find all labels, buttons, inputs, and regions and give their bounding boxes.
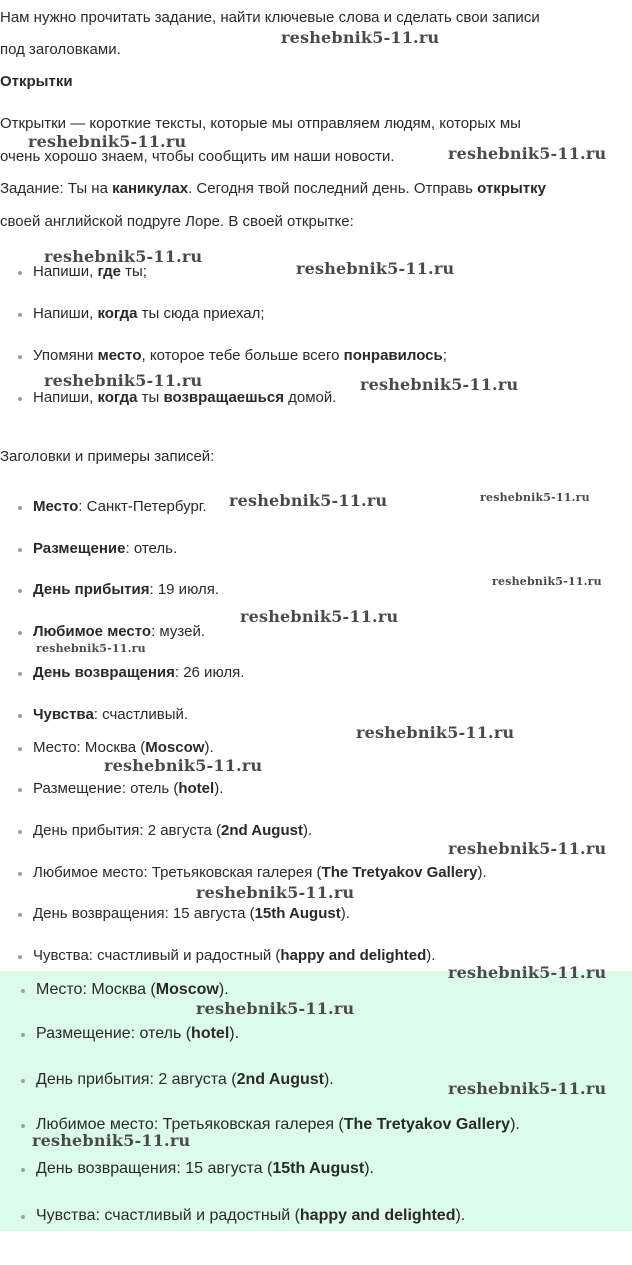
task-item-text: домой.: [283, 389, 337, 406]
example2-item-6: [33, 945, 435, 967]
example-value: : музей.: [151, 623, 206, 640]
watermark: reshebnik5-11.ru: [296, 259, 455, 278]
watermark: reshebnik5-11.ru: [448, 839, 607, 858]
task-item-3: [33, 345, 447, 367]
example2-item-5: [33, 903, 350, 925]
watermark: reshebnik5-11.ru: [448, 144, 607, 163]
task-keyword-2: открытку: [477, 180, 546, 197]
example-heading: Размещение: [33, 540, 126, 557]
example-text-end: ).: [455, 1207, 466, 1224]
example-text: День прибытия: 2 августа (: [36, 1071, 237, 1088]
example-text-end: ).: [229, 1025, 240, 1042]
example-text: Чувства: счастливый и радостный (: [33, 947, 281, 964]
task-item-text: Напиши,: [33, 305, 98, 322]
task-item-4: [33, 387, 336, 409]
task-item-keyword: когда: [97, 389, 138, 406]
example-english: happy and delighted: [299, 1207, 456, 1224]
watermark: reshebnik5-11.ru: [480, 491, 590, 504]
example1-item-5: [33, 662, 244, 684]
example-english: The Tretyakov Gallery: [321, 864, 478, 881]
example-heading: Чувства: [33, 706, 94, 723]
task-line-1: [0, 178, 546, 200]
watermark: reshebnik5-11.ru: [448, 963, 607, 982]
task-item-text: ты сюда приехал;: [137, 305, 265, 322]
watermark: reshebnik5-11.ru: [44, 247, 203, 266]
example-text-end: ).: [510, 1116, 520, 1133]
example-text: День возвращения: 15 августа (: [36, 1160, 273, 1177]
example-value: : счастливый.: [93, 706, 189, 723]
example-english: hotel: [191, 1025, 230, 1042]
example-value: : отель.: [125, 540, 178, 557]
highlight-item-2: [36, 1023, 239, 1045]
highlight-item-5: [36, 1158, 374, 1180]
example-heading: День возвращения: [33, 664, 175, 681]
watermark: reshebnik5-11.ru: [36, 642, 146, 655]
intro-line-1: Нам нужно прочитать задание, найти ключевые слова и сделать свои записи: [0, 9, 540, 26]
example-text-end: ).: [302, 822, 313, 839]
highlight-item-1: [36, 979, 229, 1001]
example-heading: Любимое место: [33, 623, 152, 640]
example-english: happy and delighted: [280, 947, 427, 964]
definition-line-2: очень хорошо знаем, чтобы сообщить им наши новости.: [0, 148, 395, 165]
watermark: reshebnik5-11.ru: [356, 723, 515, 742]
example-english: 2nd August: [221, 822, 303, 839]
task-item-text: ты: [137, 389, 164, 406]
highlight-item-3: [36, 1069, 334, 1091]
task-keyword-1: каникулах: [112, 180, 189, 197]
example-text: День прибытия: 2 августа (: [33, 822, 222, 839]
watermark: reshebnik5-11.ru: [281, 28, 440, 47]
example-heading: Место: [33, 498, 79, 515]
example-text-end: ).: [218, 981, 229, 998]
task-item-text: ;: [442, 347, 447, 364]
task-item-text: , которое тебе больше всего: [141, 347, 344, 364]
example-english: 2nd August: [236, 1071, 324, 1088]
task-item-text: Напиши,: [33, 389, 98, 406]
example-english: 15th August: [272, 1160, 365, 1177]
definition-line-1: Открытки — короткие тексты, которые мы отправляем людям, которых мы: [0, 115, 521, 132]
example-heading: День прибытия: [33, 581, 150, 598]
example1-item-3: [33, 579, 219, 601]
intro-line-2: под заголовками.: [0, 41, 121, 58]
example-text: Чувства: счастливый и радостный (: [36, 1207, 300, 1224]
example-text: День возвращения: 15 августа (: [33, 905, 255, 922]
watermark: reshebnik5-11.ru: [32, 1131, 191, 1150]
example-english: hotel: [178, 780, 215, 797]
task-item-keyword: возвращаешься: [163, 389, 284, 406]
watermark: reshebnik5-11.ru: [28, 132, 187, 151]
example-text: Размещение: отель (: [36, 1025, 192, 1042]
highlight-item-6: [36, 1205, 465, 1227]
watermark: reshebnik5-11.ru: [360, 375, 519, 394]
example2-item-3: [33, 820, 312, 842]
task-line-2: своей английской подруге Лоре. В своей открытке:: [0, 213, 354, 230]
example-text-end: ).: [204, 739, 214, 756]
example-value: : Санкт-Петербург.: [78, 498, 207, 515]
example-text: Любимое место: Третьяковская галерея (: [33, 864, 322, 881]
example-english: Moscow: [145, 739, 205, 756]
task-item-keyword: понравилось: [343, 347, 443, 364]
example-text-end: ).: [364, 1160, 374, 1177]
example1-item-1: [33, 496, 207, 518]
example1-item-6: [33, 704, 188, 726]
example-text-end: ).: [340, 905, 350, 922]
task-text-1: Задание: Ты на: [0, 180, 113, 197]
watermark: reshebnik5-11.ru: [448, 1079, 607, 1098]
watermark: reshebnik5-11.ru: [240, 607, 399, 626]
task-item-keyword: место: [97, 347, 142, 364]
example-english: The Tretyakov Gallery: [343, 1116, 511, 1133]
task-item-keyword: где: [97, 263, 121, 280]
section-title: Открытки: [0, 73, 73, 90]
headings-label: Заголовки и примеры записей:: [0, 448, 215, 465]
example1-item-4: [33, 621, 205, 643]
example-text: Размещение: отель (: [33, 780, 179, 797]
example-text-end: ).: [214, 780, 224, 797]
example-text-end: ).: [426, 947, 436, 964]
example-text: Место: Москва (: [33, 739, 146, 756]
example-value: : 19 июля.: [149, 581, 220, 598]
task-item-2: [33, 303, 265, 325]
watermark: reshebnik5-11.ru: [196, 883, 355, 902]
watermark: reshebnik5-11.ru: [104, 756, 263, 775]
example2-item-2: [33, 778, 223, 800]
watermark: reshebnik5-11.ru: [44, 371, 203, 390]
task-item-keyword: когда: [97, 305, 138, 322]
example-text: Место: Москва (: [36, 981, 156, 998]
example-text: Любимое место: Третьяковская галерея (: [36, 1116, 344, 1133]
task-text-2: . Сегодня твой последний день. Отправь: [188, 180, 478, 197]
example-text-end: ).: [477, 864, 487, 881]
example1-item-2: [33, 538, 177, 560]
example-english: 15th August: [254, 905, 341, 922]
watermark: reshebnik5-11.ru: [229, 491, 388, 510]
task-item-text: Напиши,: [33, 263, 98, 280]
watermark: reshebnik5-11.ru: [196, 999, 355, 1018]
example2-item-4: [33, 862, 487, 884]
example-text-end: ).: [323, 1071, 334, 1088]
example-english: Moscow: [155, 981, 219, 998]
task-item-text: ты;: [120, 263, 147, 280]
example-value: : 26 июля.: [174, 664, 245, 681]
watermark: reshebnik5-11.ru: [492, 575, 602, 588]
task-item-text: Упомяни: [33, 347, 98, 364]
